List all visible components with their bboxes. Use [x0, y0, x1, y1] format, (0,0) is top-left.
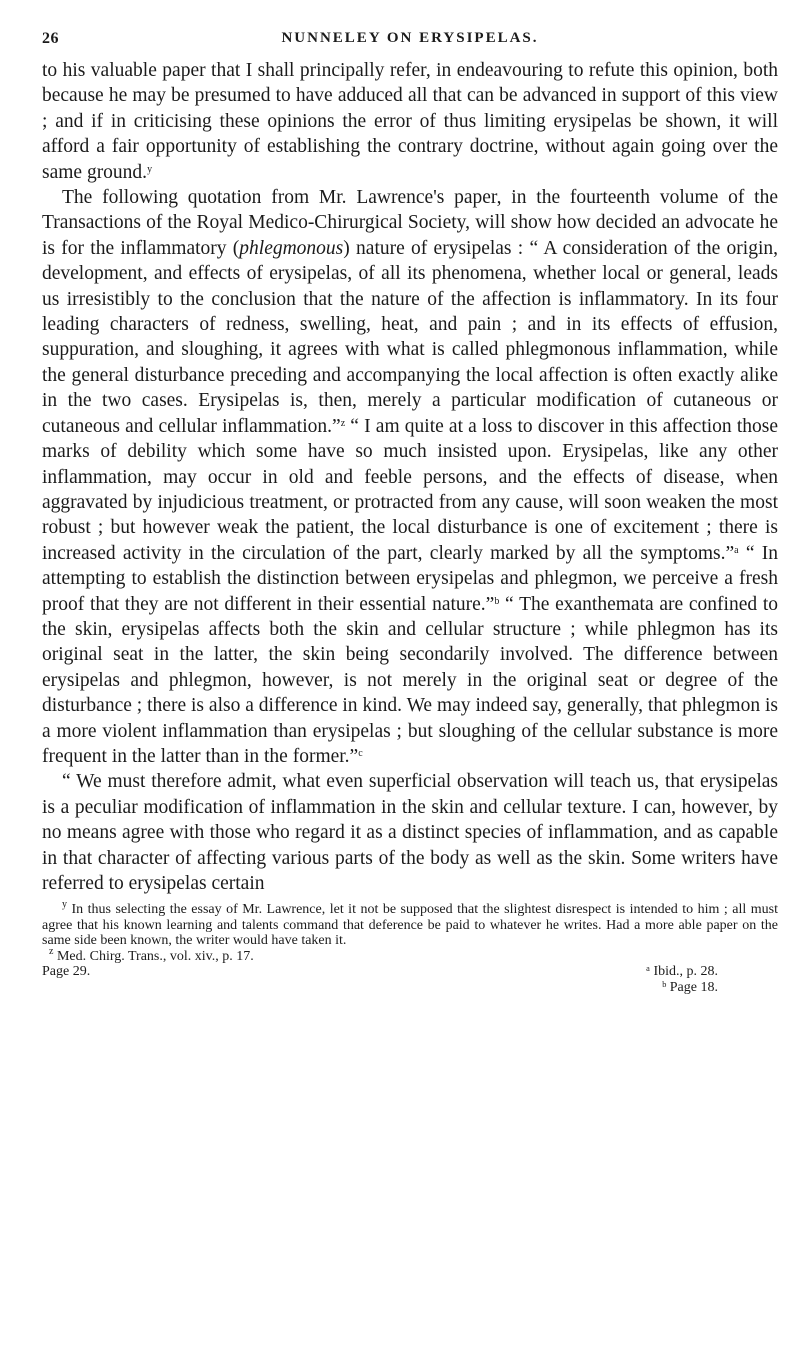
footnote-b-row: [42, 980, 778, 996]
main-text: [42, 58, 778, 896]
footnote-z-continuation: Page 29.: [42, 964, 91, 980]
running-title: NUNNELEY ON ERYSIPELAS.: [281, 30, 539, 46]
footnote-a: ᵃ Ibid., p. 28.: [646, 964, 718, 980]
page-header: [42, 30, 778, 58]
paragraph-2-text-a: The following quotation from Mr. Lawrence's paper, in the fourteenth volume of the Transactions of the Royal Medico-Chirurgical Society, will show how decided an advocate he is for the inflammatory (: [42, 187, 778, 259]
paragraph-2-text-c: “ I am quite at a loss to discover in this affection those marks of debility which some have so much insisted upon. Erysipelas, like any other inflammation, may occur in old and feeble persons, and the effects of disease, when aggravated by injudicious treatment, or protracted from any cause, will soon weaken the most robust ; but however weak the patient, the local disturbance is one of excitement ; there is increased activity in the circulation of the part, clearly marked by all the symptoms.”: [42, 415, 778, 564]
footnote-ref-z: z: [340, 417, 346, 429]
footnote-ref-a: a: [734, 544, 739, 556]
footnote-z-mark: z: [49, 945, 54, 957]
paragraph-2-text-d: “ In attempting to establish the distinction between erysipelas and phlegmon, we perceive a fresh proof that they are not different in their essential nature.”: [42, 542, 778, 615]
paragraph-2-text-b: ) nature of erysipelas : “ A consideration of the origin, development, and effects of erysipelas, of all its phenomena, whether local or general, leads us irresistibly to the conclusion that the nature of the affection is inflammatory. In its four leading characters of redness, swelling, heat, and pain ; and in its effects of effusion, suppuration, and sloughing, it agrees with what is called phlegmonous inflammation, while the general disturbance preceding and accompanying the local affection is often exactly alike in the two cases. Erysipelas is, then, merely a particular modification of cutaneous or cutaneous and cellular inflammation.”: [42, 237, 778, 437]
footnote-ref-b: b: [494, 595, 500, 607]
footnote-ref-y: y: [147, 163, 153, 175]
footnote-y-mark: y: [62, 899, 67, 911]
footnote-z-text: Med. Chirg. Trans., vol. xiv., p. 17.: [56, 948, 254, 964]
paragraph-3: “ We must therefore admit, what even superficial observation will teach us, that erysipelas is a peculiar modification of inflammation in the skin and cellular texture. I can, however, by no means agree with those who regard it as a distinct species of inflammation, and as capable in that character of affecting various parts of the body as well as the skin. Some writers have referred to erysipelas certain: [42, 771, 778, 894]
footnote-z-row: [42, 945, 778, 965]
paragraph-1: [42, 58, 778, 185]
paragraph-2: [42, 185, 778, 769]
italic-term: phlegmonous: [239, 237, 344, 259]
footnote-ref-c: c: [358, 747, 363, 759]
footnote-y: [42, 899, 779, 949]
page-number: 26: [42, 30, 59, 47]
footnote-a-row: [42, 964, 778, 980]
paragraph-1-text: to his valuable paper that I shall principally refer, in endeavouring to refute this opinion, both because he may be presumed to have adduced all that can be advanced in support of this view ; and if in criticising these opinions the error of thus limiting erysipelas be shown, it will afford a fair opportunity of establishing the contrary doctrine, without again going over the same ground.: [42, 60, 778, 183]
book-page: [42, 30, 778, 995]
footnotes: [42, 899, 779, 995]
paragraph-2-text-e: “ The exanthemata are confined to the skin, erysipelas affects both the skin and cellular structure ; while phlegmon has its original seat in the latter, the skin being secondarily involved. The difference between erysipelas and phlegmon, however, is not merely in the original seat or degree of the disturbance ; there is also a difference in kind. We may indeed say, generally, that phlegmon is a more violent inflammation than erysipelas ; but sloughing of the cellular substance is more frequent in the latter than in the former.”: [42, 593, 778, 767]
footnote-z: [42, 945, 254, 965]
footnote-y-text: In thus selecting the essay of Mr. Lawrence, let it not be supposed that the slightest disrespect is intended to him ; all must agree that his known learning and talents command that deference be paid to whatever he writes. Had a more able paper on the same side been known, the writer would have taken it.: [42, 902, 779, 949]
footnote-b: ᵇ Page 18.: [661, 979, 718, 995]
